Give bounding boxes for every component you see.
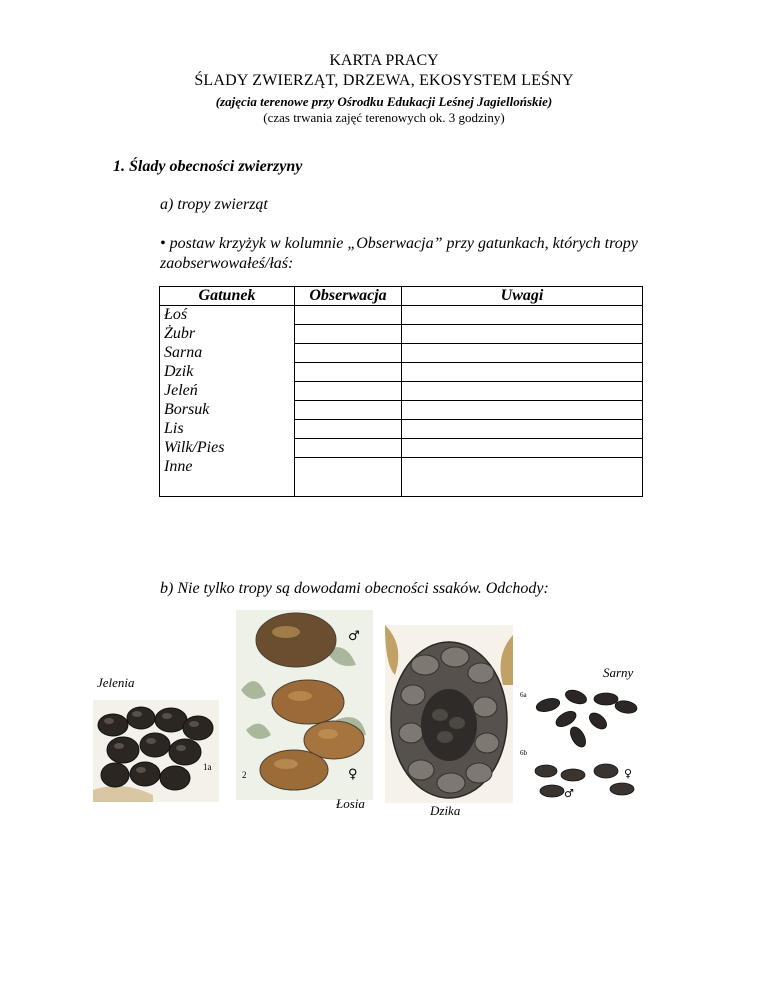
species-cell: Wilk/Pies bbox=[160, 439, 295, 458]
male-symbol: ♂ bbox=[348, 629, 360, 644]
table-row bbox=[160, 306, 643, 325]
column-header-species: Gatunek bbox=[160, 287, 295, 306]
observation-cell[interactable] bbox=[295, 458, 402, 497]
notes-cell[interactable] bbox=[402, 306, 643, 325]
section-1b-heading: b) Nie tylko tropy są dowodami obecności ssaków. Odchody: bbox=[160, 580, 549, 597]
notes-cell[interactable] bbox=[402, 363, 643, 382]
male-symbol: ♂ bbox=[564, 787, 574, 800]
table-row bbox=[160, 439, 643, 458]
table-row bbox=[160, 420, 643, 439]
species-cell: Lis bbox=[160, 420, 295, 439]
observation-cell[interactable] bbox=[295, 306, 402, 325]
section-1a-heading: a) tropy zwierząt bbox=[160, 196, 268, 213]
moose-marker: 2 bbox=[242, 770, 247, 780]
notes-cell[interactable] bbox=[402, 401, 643, 420]
table-row bbox=[160, 458, 643, 497]
roe-marker-mid: 6b bbox=[520, 749, 527, 757]
roe-marker-top: 6a bbox=[520, 691, 527, 699]
species-cell: Dzik bbox=[160, 363, 295, 382]
observation-cell[interactable] bbox=[295, 363, 402, 382]
notes-cell[interactable] bbox=[402, 439, 643, 458]
table-row bbox=[160, 401, 643, 420]
notes-cell[interactable] bbox=[402, 344, 643, 363]
worksheet-duration: (czas trwania zajęć terenowych ok. 3 godziny) bbox=[263, 110, 505, 125]
observation-cell[interactable] bbox=[295, 401, 402, 420]
female-symbol: ♀ bbox=[348, 767, 358, 782]
observation-cell[interactable] bbox=[295, 439, 402, 458]
notes-cell[interactable] bbox=[402, 420, 643, 439]
deer-marker: 1a bbox=[203, 762, 212, 772]
observation-cell[interactable] bbox=[295, 344, 402, 363]
moose-caption: Łosia bbox=[336, 796, 365, 811]
tracks-table bbox=[159, 286, 643, 497]
deer-caption: Jelenia bbox=[97, 675, 135, 690]
female-symbol: ♀ bbox=[624, 767, 633, 780]
species-cell: Borsuk bbox=[160, 401, 295, 420]
observation-cell[interactable] bbox=[295, 382, 402, 401]
moose-droppings-image bbox=[236, 610, 373, 800]
table-row bbox=[160, 325, 643, 344]
notes-cell[interactable] bbox=[402, 382, 643, 401]
table-row bbox=[160, 363, 643, 382]
species-cell: Inne bbox=[160, 458, 295, 497]
worksheet-topic: ŚLADY ZWIERZĄT, DRZEWA, EKOSYSTEM LEŚNY bbox=[194, 72, 574, 89]
observation-cell[interactable] bbox=[295, 325, 402, 344]
table-instruction: • postaw krzyżyk w kolumnie „Obserwacja” przy gatunkach, których tropy zaobserwowałeś/łaś: bbox=[160, 235, 638, 272]
boar-droppings-image bbox=[385, 625, 513, 803]
deer-droppings-image bbox=[93, 700, 219, 802]
section-1-heading: 1. Ślady obecności zwierzyny bbox=[113, 158, 303, 175]
notes-cell[interactable] bbox=[402, 458, 643, 497]
column-header-notes: Uwagi bbox=[402, 287, 643, 306]
table-row bbox=[160, 344, 643, 363]
worksheet-title: KARTA PRACY bbox=[329, 52, 439, 69]
species-cell: Sarna bbox=[160, 344, 295, 363]
boar-caption: Dzika bbox=[430, 803, 461, 818]
species-cell: Jeleń bbox=[160, 382, 295, 401]
column-header-observation: Obserwacja bbox=[295, 287, 402, 306]
table-row bbox=[160, 382, 643, 401]
notes-cell[interactable] bbox=[402, 325, 643, 344]
species-cell: Żubr bbox=[160, 325, 295, 344]
roe-caption: Sarny bbox=[603, 665, 634, 680]
worksheet-context: (zajęcia terenowe przy Ośrodku Edukacji Leśnej Jagiellońskie) bbox=[215, 94, 553, 109]
observation-cell[interactable] bbox=[295, 420, 402, 439]
roe-droppings-image bbox=[518, 685, 646, 803]
species-cell: Łoś bbox=[160, 306, 295, 325]
